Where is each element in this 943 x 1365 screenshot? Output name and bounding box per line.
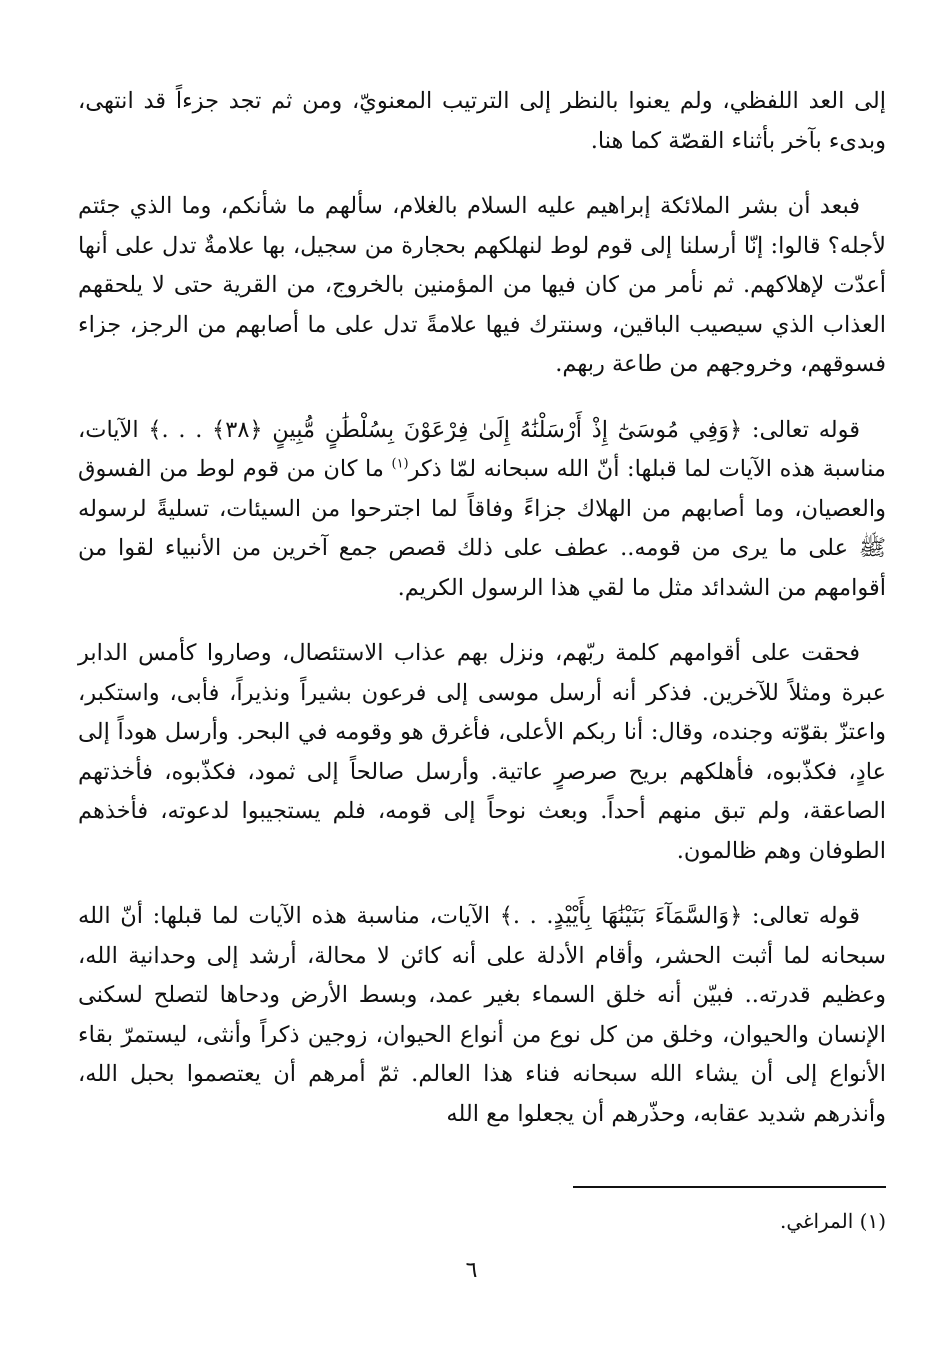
- paragraph-1: [78, 82, 886, 161]
- footnote-divider: [573, 1186, 886, 1188]
- paragraph-5-lead: قوله تعالى:: [742, 903, 860, 929]
- footnote-text: المراغي.: [779, 1209, 854, 1233]
- footnote: [780, 1204, 886, 1238]
- paragraph-5-mid: الآيات، مناسبة هذه الآيات لما قبلها: أنّ الله سبحانه لما أثبت الحشر، وأقام الأدلة على أنه كائن لا محالة، أرشد إلى وحدانية الله، وعظيم قدرته.. فبيّن أنه خلق السماء بغير عمد، وبسط الأرض ودحاها لتصلح لسكنى الإنسان والحيوان، وخلق من كل نوع من أنواع الحيوان، زوجين ذكراً وأنثى، ليستمرّ بقاء الأنواع إلى أن يشاء الله سبحانه فناء هذا العالم. ثمّ أمرهم أن يعتصموا بحبل الله، وأنذرهم شديد عقابه، وحذّرهم أن يجعلوا مع الله: [78, 903, 886, 1127]
- footnote-reference: (١): [391, 456, 409, 472]
- paragraph-3-lead: قوله تعالى:: [742, 416, 861, 443]
- paragraph-4: [78, 634, 886, 871]
- paragraph-1-text: إلى العد اللفظي، ولم يعنوا بالنظر إلى الترتيب المعنويّ، ومن ثم تجد جزءاً قد انتهى، وبدىء بآخر بأثناء القصّة كما هنا.: [78, 88, 886, 154]
- paragraph-5: [78, 897, 886, 1134]
- paragraph-3: [78, 411, 886, 609]
- paragraph-3-mid: الآيات، مناسبة هذه الآيات لما قبلها: أنّ الله سبحانه لمّا ذكر: [78, 416, 886, 482]
- paragraph-2: [78, 187, 886, 385]
- quran-verse-moses: ﴿وَفِي مُوسَىٰٓ إِذْ أَرْسَلْنَٰهُ إِلَىٰ فِرْعَوْنَ بِسُلْطَٰنٍ مُّبِينٍ ﴿٣٨﴾ . . .﴾: [148, 416, 743, 443]
- footnote-marker: (١): [859, 1209, 886, 1233]
- paragraph-2-text: فبعد أن بشر الملائكة إبراهيم عليه السلام بالغلام، سألهم ما شأنكم، وما الذي جئتم لأجله؟ قالوا: إنّا أرسلنا إلى قوم لوط لنهلكهم بحجارة من سجيل، بها علامةٌ تدل على أنها أعدّت لإهلاكهم. ثم نأمر من كان فيها من المؤمنين بالخروج، من القرية حتى لا يلحقهم العذاب الذي سيصيب الباقين، وسنترك فيها علامةً تدل على ما أصابهم من الرجز، جزاء فسوقهم، وخروجهم من طاعة ربهم.: [78, 193, 886, 377]
- paragraph-3-rest: ما كان من قوم لوط من الفسوق والعصيان، وما أصابهم من الهلاك جزاءً وفاقاً لما اجترحوا من السيئات، تسليةً لرسوله ﷺ على ما يرى من قومه.. عطف على ذلك قصص جمع آخرين من الأنبياء لقوا من أقوامهم من الشدائد مثل ما لقي هذا الرسول الكريم.: [78, 456, 886, 601]
- page-number: ٦: [465, 1258, 478, 1283]
- quran-verse-heaven: ﴿وَالسَّمَآءَ بَنَيْنَٰهَا بِأَيْيْدٍ. . .﴾: [499, 903, 743, 929]
- page-body: [78, 82, 886, 1160]
- paragraph-4-text: فحقت على أقوامهم كلمة ربّهم، ونزل بهم عذاب الاستئصال، وصاروا كأمس الدابر عبرة ومثلاً للآخرين. فذكر أنه أرسل موسى إلى فرعون بشيراً ونذيراً، فأبى، واستكبر، واعتزّ بقوّته وجنده، وقال: أنا ربكم الأعلى، فأغرق هو وقومه في البحر. وأرسل هوداً إلى عادٍ، فكذّبوه، فأهلكهم بريح صرصرٍ عاتية. وأرسل صالحاً إلى ثمود، فكذّبوه، فأخذتهم الصاعقة، ولم تبق منهم أحداً. وبعث نوحاً إلى قومه، فلم يستجيبوا لدعوته، فأخذهم الطوفان وهم ظالمون.: [78, 640, 886, 864]
